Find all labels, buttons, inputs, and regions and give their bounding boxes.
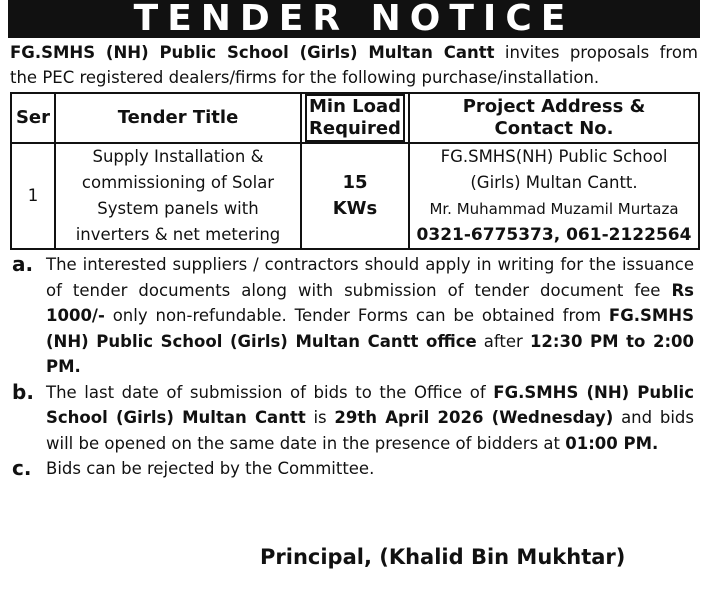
load-value: 15 — [342, 172, 368, 193]
cell-tender-title: Supply Installation & commissioning of Solar System panels with inverters & net metering — [55, 143, 301, 249]
header-ser: Ser — [11, 93, 55, 143]
intro-line-1-rest: invites proposals from — [494, 43, 698, 62]
load-unit: KWs — [332, 198, 378, 219]
term-a-text: The interested suppliers / contractors should apply in writing for the issuance of tender documents along with submission of tender document fee Rs 1000/- only non-refundable. Tender Forms can be obtained from FG.SMHS (NH) Public School (Girls) Multan Cantt office after 12:30 PM to 2:00 PM. — [46, 255, 695, 376]
cell-min-load — [301, 143, 409, 249]
cell-ser: 1 — [11, 143, 55, 249]
page-title: TENDER NOTICE — [133, 0, 575, 39]
term-b-text: The last date of submission of bids to the Office of FG.SMHS (NH) Public School (Girls) Multan Cantt is 29th April 2026 (Wednesday) and bids will be opened on the same date in the presence of bidders at 01:00 PM. — [46, 382, 694, 453]
cell-project-address: FG.SMHS(NH) Public School (Girls) Multan Cantt. Mr. Muhammad Muzamil Murtaza 0321-6775373, 061-2122564 — [409, 143, 699, 249]
contact-phones: 0321-6775373, 061-2122564 — [416, 225, 692, 245]
intro-line-2: the PEC registered dealers/firms for the following purchase/installation. — [10, 68, 600, 87]
term-c-label: c. — [12, 456, 32, 480]
intro-school-name: FG.SMHS (NH) Public School (Girls) Multan Cantt — [10, 43, 495, 62]
header-tender-title: Tender Title — [55, 93, 301, 143]
tender-table — [10, 92, 700, 250]
contact-person: Mr. Muhammad Muzamil Murtaza — [429, 200, 679, 218]
term-b — [10, 380, 700, 457]
term-c-text: Bids can be rejected by the Committee. — [46, 459, 375, 478]
header-project-address: Project Address & Contact No. — [409, 93, 699, 143]
term-a — [10, 252, 700, 380]
signature: Principal, (Khalid Bin Mukhtar) — [260, 545, 626, 569]
intro-line-1 — [10, 40, 698, 65]
title-banner — [8, 0, 700, 38]
table-header-row — [11, 93, 699, 143]
term-a-label: a. — [12, 252, 34, 276]
term-c — [10, 456, 700, 482]
terms-list — [10, 252, 700, 482]
term-b-label: b. — [12, 379, 34, 404]
intro-paragraph — [10, 40, 698, 90]
header-min-load-box: Min Load Required — [305, 94, 405, 142]
header-min-load — [301, 93, 409, 143]
table-row — [11, 143, 699, 249]
